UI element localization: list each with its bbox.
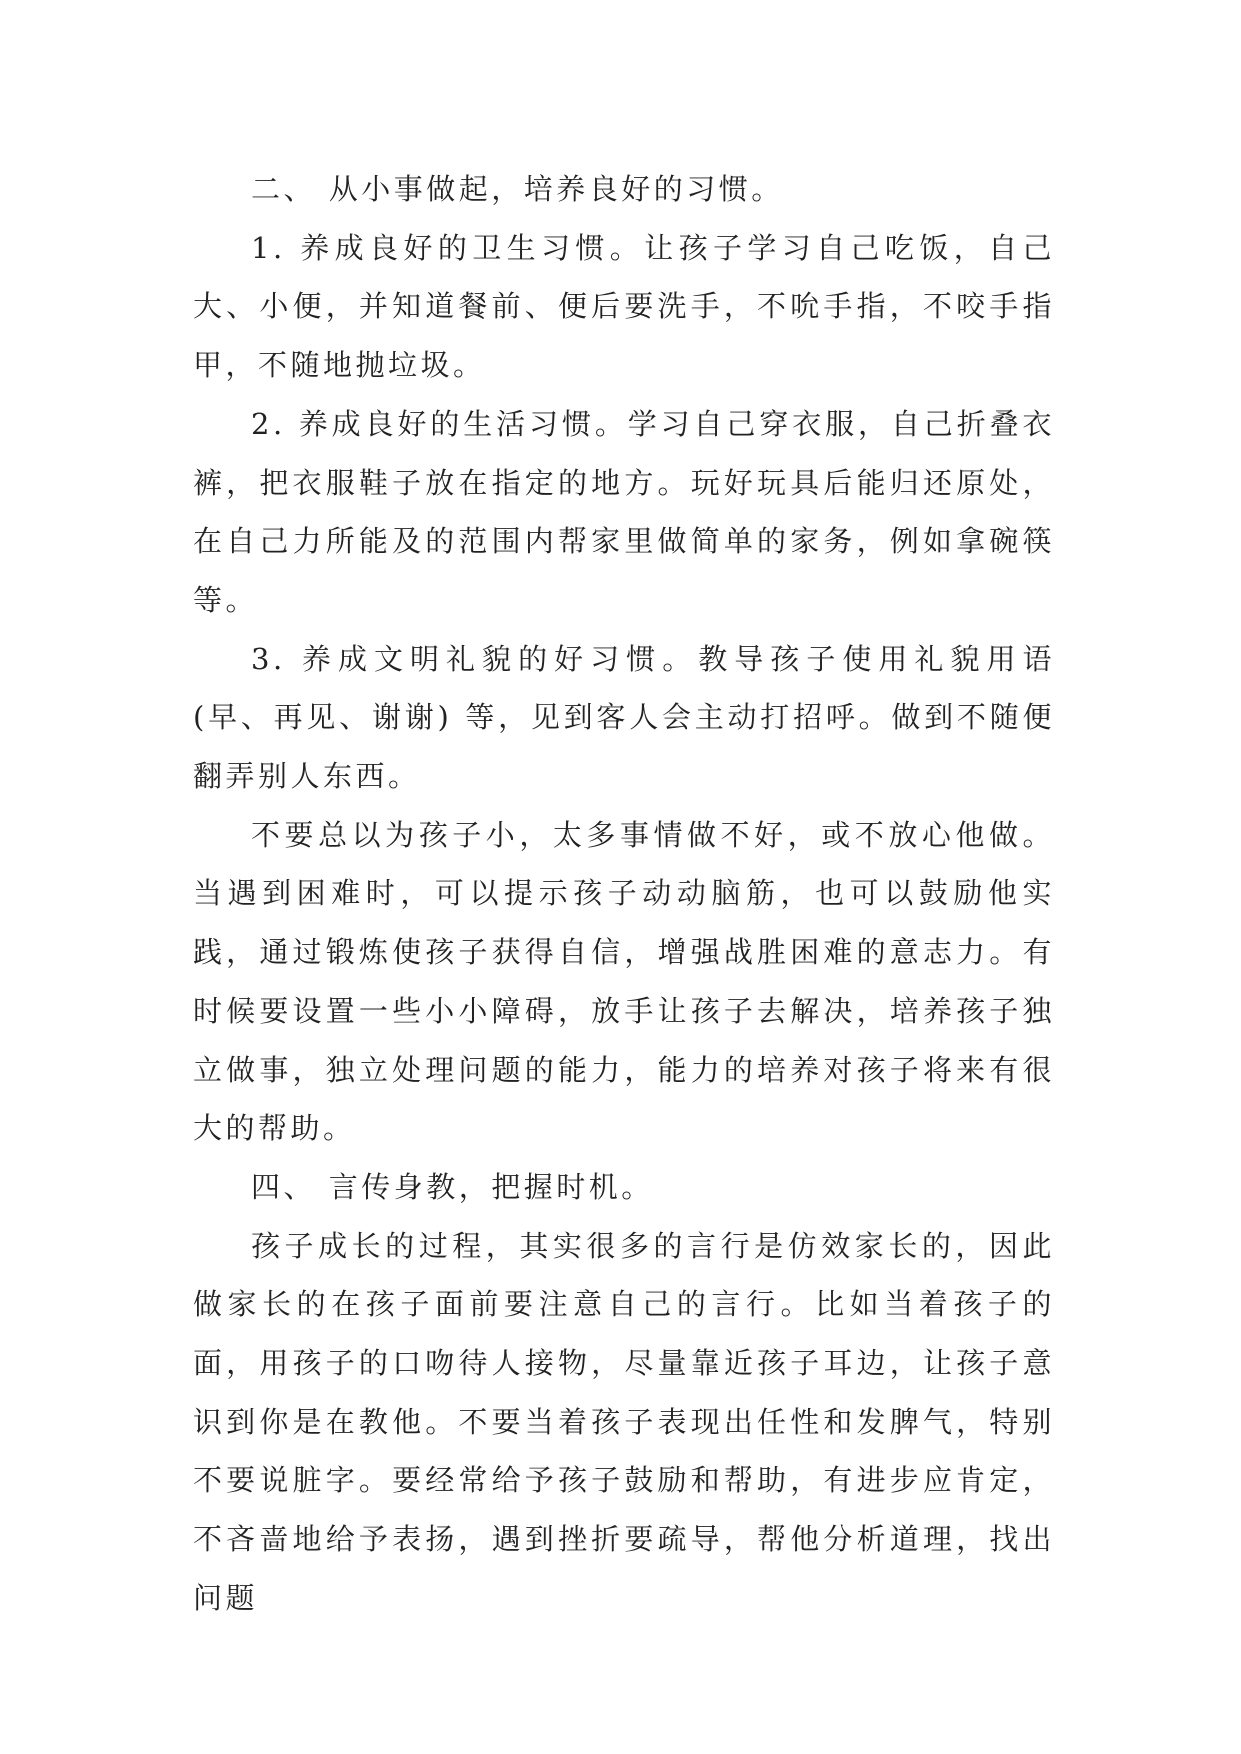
- paragraph-hygiene-habits: 1. 养成良好的卫生习惯。让孩子学习自己吃饭，自己大、小便，并知道餐前、便后要洗手，不吮手指，不咬手指甲，不随地抛垃圾。: [193, 230, 1055, 383]
- paragraph-courtesy-habits: 3. 养成文明礼貌的好习惯。教导孩子使用礼貌用语(早、再见、谢谢) 等，见到客人会主动打招呼。做到不随便翻弄别人东西。: [193, 641, 1055, 794]
- paragraph-independence: 不要总以为孩子小，太多事情做不好，或不放心他做。当遇到困难时，可以提示孩子动动脑筋，也可以鼓励他实践，通过锻炼使孩子获得自信，增强战胜困难的意志力。有时候要设置一些小小障碍，放手让孩子去解决，培养孩子独立做事，独立处理问题的能力，能力的培养对孩子将来有很大的帮助。: [193, 817, 1055, 1146]
- section-heading-two: 二、 从小事做起，培养良好的习惯。: [251, 172, 784, 206]
- document-body: [193, 160, 1055, 1628]
- paragraph-living-habits: 2. 养成良好的生活习惯。学习自己穿衣服，自己折叠衣裤，把衣服鞋子放在指定的地方。玩好玩具后能归还原处，在自己力所能及的范围内帮家里做简单的家务，例如拿碗筷等。: [193, 406, 1055, 617]
- paragraph-lead-by-example: 孩子成长的过程，其实很多的言行是仿效家长的，因此做家长的在孩子面前要注意自己的言行。比如当着孩子的面，用孩子的口吻待人接物，尽量靠近孩子耳边，让孩子意识到你是在教他。不要当着孩子表现出任性和发脾气，特别不要说脏字。要经常给予孩子鼓励和帮助，有进步应肯定，不吝啬地给予表扬，遇到挫折要疏导，帮他分析道理，找出问题: [193, 1228, 1055, 1615]
- section-heading-four: 四、 言传身教，把握时机。: [251, 1169, 654, 1204]
